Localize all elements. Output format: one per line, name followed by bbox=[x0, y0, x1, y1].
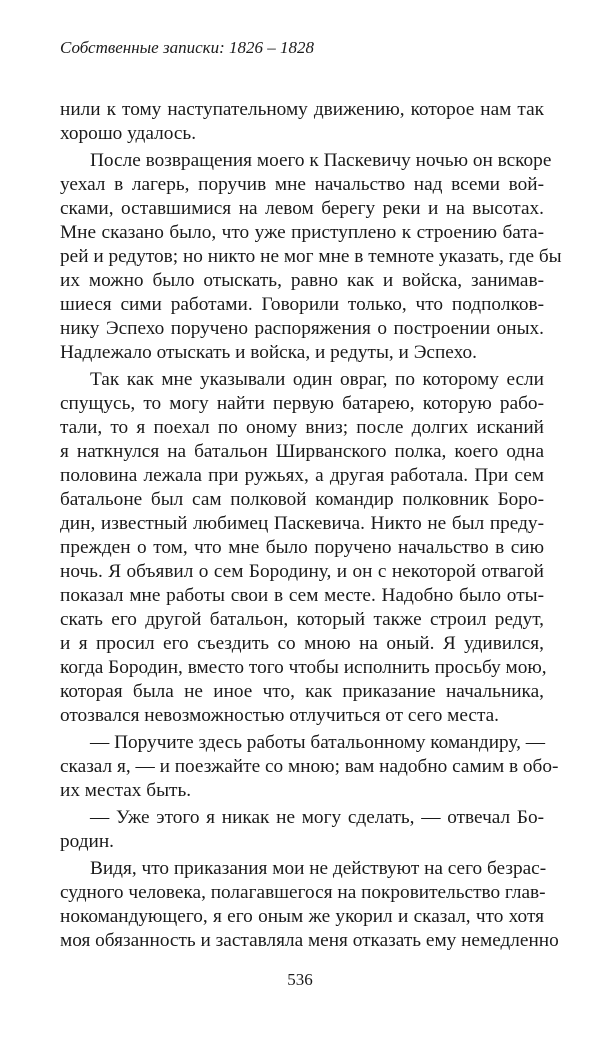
text-line: скать его другой батальон, который также строил редут, bbox=[60, 609, 544, 630]
text-line: уехал в лагерь, поручив мне начальство над всеми вой- bbox=[60, 174, 544, 195]
text-line: — Поручите здесь работы батальонному командиру, — bbox=[90, 732, 546, 753]
text-line: спущусь, то могу найти первую батарею, которую рабо- bbox=[60, 393, 544, 414]
paragraph bbox=[60, 368, 547, 728]
text-line: половина лежала при ружьях, а другая работала. При сем bbox=[60, 465, 544, 486]
text-line: их местах быть. bbox=[60, 780, 192, 801]
text-line: Мне сказано было, что уже приступлено к строению бата- bbox=[60, 222, 544, 243]
text-line: рей и редутов; но никто не мог мне в темноте указать, где бы bbox=[60, 246, 562, 267]
text-line: нокомандующего, я его оным же укорил и сказал, что хотя bbox=[60, 906, 544, 927]
text-line: я наткнулся на батальон Ширванского полка, коего одна bbox=[60, 441, 544, 462]
text-line: батальоне был сам полковой командир полковник Боро- bbox=[60, 489, 544, 510]
text-line: которая была не иное что, как приказание начальника, bbox=[60, 681, 544, 702]
running-header: Собственные записки: 1826 – 1828 bbox=[60, 38, 315, 57]
text-line: После возвращения моего к Паскевичу ночью он вскоре bbox=[90, 150, 552, 171]
text-line: сказал я, — и поезжайте со мною; вам надобно самим в обо- bbox=[60, 756, 559, 777]
text-line: нили к тому наступательному движению, которое нам так bbox=[60, 99, 544, 120]
text-line: дин, известный любимец Паскевича. Никто не был преду- bbox=[60, 513, 544, 534]
text-line: шиеся сими работами. Говорили только, что подполков- bbox=[60, 294, 544, 315]
text-line: нику Эспехо поручено распоряжения о построении оных. bbox=[60, 318, 544, 339]
paragraph bbox=[60, 806, 544, 854]
text-line: Надлежало отыскать и войска, и редуты, и Эспехо. bbox=[60, 342, 477, 363]
paragraph bbox=[60, 731, 559, 803]
text-line: моя обязанность и заставляла меня отказать ему немедленно bbox=[60, 930, 559, 951]
paragraph bbox=[60, 149, 562, 365]
text-line: когда Бородин, вместо того чтобы исполнить просьбу мою, bbox=[60, 657, 547, 678]
page-number: 536 bbox=[287, 970, 313, 989]
text-line: сками, оставшимися на левом берегу реки и на высотах. bbox=[60, 198, 544, 219]
text-line: ночь. Я объявил о сем Бородину, и он с некоторой отвагой bbox=[60, 561, 544, 582]
text-line: родин. bbox=[60, 831, 114, 852]
text-line: — Уже этого я никак не могу сделать, — отвечал Бо- bbox=[90, 807, 544, 828]
text-line: прежден о том, что мне было поручено начальство в сию bbox=[60, 537, 544, 558]
text-line: судного человека, полагавшегося на покровительство глав- bbox=[60, 882, 546, 903]
text-line: тали, то я поехал по оному вниз; после долгих исканий bbox=[60, 417, 544, 438]
text-line: хорошо удалось. bbox=[60, 123, 197, 144]
paragraph bbox=[60, 98, 544, 146]
paragraph bbox=[60, 857, 559, 953]
text-line: отозвался невозможностью отлучиться от сего места. bbox=[60, 705, 500, 726]
text-line: и я просил его съездить со мною на оный. Я удивился, bbox=[60, 633, 544, 654]
text-line: показал мне работы свои в сем месте. Надобно было оты- bbox=[60, 585, 544, 606]
text-line: Видя, что приказания мои не действуют на сего безрас- bbox=[90, 858, 547, 879]
text-line: их можно было отыскать, равно как и войска, занимав- bbox=[60, 270, 544, 291]
text-line: Так как мне указывали один овраг, по которому если bbox=[90, 369, 544, 390]
body-text bbox=[60, 98, 562, 953]
